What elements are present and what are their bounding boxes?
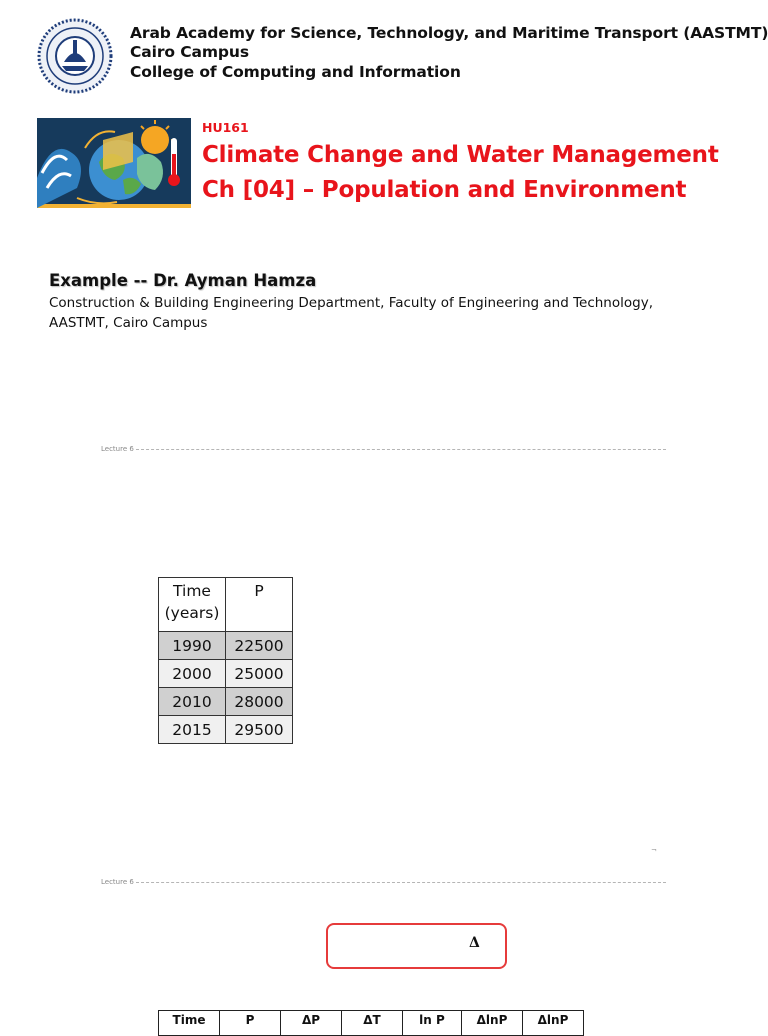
- cell-time: 2010: [159, 688, 226, 716]
- cell-time: 2015: [159, 716, 226, 744]
- affiliation-line-1: Construction & Building Engineering Department, Faculty of Engineering and Technology,: [49, 295, 653, 311]
- population-table: [158, 577, 293, 744]
- chapter-title: Ch [04] – Population and Environment: [202, 177, 687, 203]
- campus-name: Cairo Campus: [130, 43, 249, 61]
- table-row: [159, 632, 293, 660]
- climate-banner-image: [37, 118, 191, 208]
- stray-mark: ¬: [651, 846, 657, 854]
- header-time-line1: Time: [173, 582, 211, 600]
- course-code: HU161: [202, 120, 249, 135]
- table-header-row: [159, 578, 293, 632]
- cell-time: 2000: [159, 660, 226, 688]
- dashed-divider: [136, 449, 666, 450]
- table-row: [159, 716, 293, 744]
- header-time: [159, 578, 226, 632]
- header-delta-ln-p: ΔlnP: [462, 1011, 523, 1036]
- delta-formula-box: [326, 923, 507, 969]
- lecture-separator: [101, 444, 666, 454]
- table-header-row: [159, 1011, 584, 1036]
- example-heading: Example -- Dr. Ayman Hamza: [49, 271, 317, 290]
- header-ln-p: ln P: [403, 1011, 462, 1036]
- header-time-line2: (years): [164, 604, 220, 622]
- cell-p: 22500: [226, 632, 293, 660]
- header-p: P: [226, 578, 293, 632]
- lecture-separator: [101, 877, 666, 887]
- affiliation-line-2: AASTMT, Cairo Campus: [49, 315, 208, 331]
- cell-p: 28000: [226, 688, 293, 716]
- header-delta-p: ΔP: [281, 1011, 342, 1036]
- course-title: Climate Change and Water Management: [202, 142, 719, 168]
- header-time: Time: [159, 1011, 220, 1036]
- dashed-divider: [136, 882, 666, 883]
- calculation-table: [158, 1010, 584, 1036]
- delta-symbol: Δ: [469, 935, 480, 951]
- separator-label: Lecture 6: [101, 445, 134, 453]
- table-row: [159, 660, 293, 688]
- cell-p: 25000: [226, 660, 293, 688]
- cell-p: 29500: [226, 716, 293, 744]
- college-name: College of Computing and Information: [130, 63, 461, 81]
- aastmt-logo: [34, 16, 116, 96]
- table-row: [159, 688, 293, 716]
- institution-name: Arab Academy for Science, Technology, and Maritime Transport (AASTMT): [130, 24, 768, 42]
- separator-label: Lecture 6: [101, 878, 134, 886]
- header-p: P: [220, 1011, 281, 1036]
- header-delta-ln-p-2: ΔlnP: [523, 1011, 584, 1036]
- cell-time: 1990: [159, 632, 226, 660]
- header-delta-t: ΔT: [342, 1011, 403, 1036]
